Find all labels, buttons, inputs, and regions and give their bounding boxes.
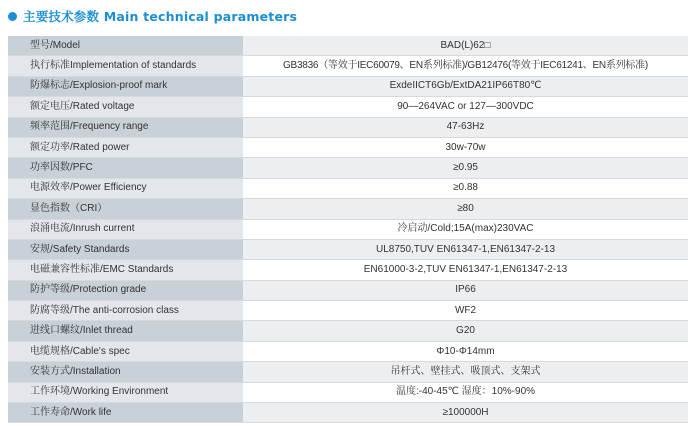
table-row (8, 36, 688, 56)
row-value: GB3836（等效于IEC60079、EN系列标准)/GB12476(等效于IEC61241、EN系列标准) (243, 56, 688, 76)
table-row (8, 76, 688, 96)
table-row (8, 280, 688, 300)
row-value: WF2 (243, 301, 688, 321)
spec-table (8, 36, 688, 423)
table-row (8, 158, 688, 178)
row-label: 电源效率/Power Efficiency (8, 178, 243, 198)
table-row (8, 301, 688, 321)
row-value: 吊杆式、壁挂式、吸顶式、支架式 (243, 362, 688, 382)
row-value: 47-63Hz (243, 117, 688, 137)
row-value: ≥0.95 (243, 158, 688, 178)
row-value: 冷启动/Cold;15A(max)230VAC (243, 219, 688, 239)
row-value: EN61000-3-2,TUV EN61347-1,EN61347-2-13 (243, 260, 688, 280)
row-label: 功率因数/PFC (8, 158, 243, 178)
row-value: IP66 (243, 280, 688, 300)
table-row (8, 178, 688, 198)
row-value: 温度:-40-45℃ 湿度：10%-90% (243, 382, 688, 402)
section-title: 主要技术参数 Main technical parameters (23, 9, 298, 24)
table-row (8, 382, 688, 402)
row-label: 频率范围/Frequency range (8, 117, 243, 137)
row-label: 工作寿命/Work life (8, 403, 243, 423)
row-value: ≥80 (243, 199, 688, 219)
row-label: 额定电压/Rated voltage (8, 97, 243, 117)
row-value: 30w-70w (243, 137, 688, 157)
row-label: 浪涌电流/Inrush current (8, 219, 243, 239)
table-row (8, 239, 688, 259)
table-row (8, 403, 688, 423)
row-label: 额定功率/Rated power (8, 137, 243, 157)
bullet-icon (8, 12, 17, 21)
row-label: 进线口螺纹/Inlet thread (8, 321, 243, 341)
row-label: 电缆规格/Cable's spec (8, 341, 243, 361)
row-label: 安规/Safety Standards (8, 239, 243, 259)
row-value: ≥100000H (243, 403, 688, 423)
row-label: 防爆标志/Explosion-proof mark (8, 76, 243, 96)
row-value: G20 (243, 321, 688, 341)
row-value: UL8750,TUV EN61347-1,EN61347-2-13 (243, 239, 688, 259)
table-row (8, 97, 688, 117)
table-row (8, 117, 688, 137)
row-label: 工作环境/Working Environment (8, 382, 243, 402)
table-row (8, 219, 688, 239)
table-row (8, 56, 688, 76)
table-row (8, 137, 688, 157)
row-label: 执行标准Implementation of standards (8, 56, 243, 76)
row-label: 电磁兼容性标准/EMC Standards (8, 260, 243, 280)
row-label: 防腐等级/The anti-corrosion class (8, 301, 243, 321)
table-row (8, 362, 688, 382)
row-label: 显色指数（CRI） (8, 199, 243, 219)
row-value: ExdeIICT6Gb/ExtDA21IP66T80℃ (243, 76, 688, 96)
row-value: Φ10-Φ14mm (243, 341, 688, 361)
row-label: 安装方式/Installation (8, 362, 243, 382)
table-row (8, 321, 688, 341)
table-row (8, 341, 688, 361)
row-value: ≥0.88 (243, 178, 688, 198)
row-label: 防护等级/Protection grade (8, 280, 243, 300)
row-label: 型号/Model (8, 36, 243, 56)
table-row (8, 260, 688, 280)
table-row (8, 199, 688, 219)
row-value: BAD(L)62□ (243, 36, 688, 56)
row-value: 90—264VAC or 127—300VDC (243, 97, 688, 117)
section-header (8, 7, 297, 25)
